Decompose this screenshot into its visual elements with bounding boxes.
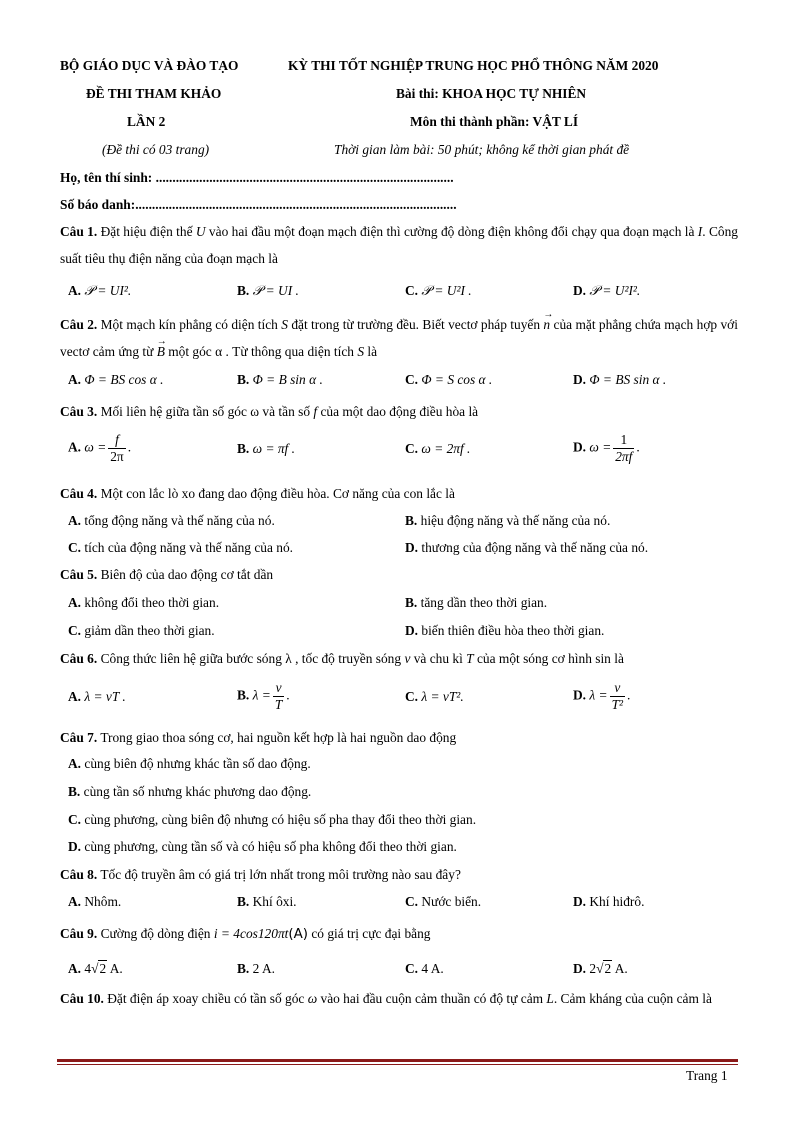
option-text: Φ = B sin α .: [252, 372, 323, 387]
page-number: Trang 1: [686, 1068, 728, 1083]
question-3: [60, 398, 738, 425]
normal-vector: → n: [543, 311, 550, 338]
option-d[interactable]: [405, 623, 604, 639]
option-text: 4 A.: [421, 961, 444, 976]
option-text: giảm dần theo thời gian.: [84, 623, 215, 638]
option-d[interactable]: [573, 680, 630, 713]
question-label: Câu 8.: [60, 867, 98, 882]
question-text: Tốc độ truyền âm có giá trị lớn nhất trong môi trường nào sau đây?: [97, 867, 461, 882]
option-text: Nước biển.: [421, 894, 482, 909]
math-var: S: [357, 344, 365, 359]
option-d[interactable]: [405, 540, 648, 556]
exam-title: KỲ THI TỐT NGHIỆP TRUNG HỌC PHỔ THÔNG NĂM 2020: [288, 58, 659, 73]
formula-lhs: ω =: [84, 439, 107, 455]
coefficient: 2: [589, 961, 597, 976]
option-text: biến thiên điều hòa theo thời gian.: [421, 623, 605, 638]
math-var: L: [546, 991, 554, 1006]
footer-rule: [57, 1059, 738, 1062]
option-label: B.: [237, 441, 250, 456]
sqrt-sign: √: [596, 961, 604, 976]
formula-lhs: ω =: [589, 439, 612, 455]
candidate-name-dots: .........................................................................................: [155, 170, 454, 185]
option-label: A.: [68, 961, 82, 976]
option-text: Khí hiđrô.: [589, 894, 645, 909]
option-a[interactable]: [68, 756, 311, 772]
option-b[interactable]: [237, 283, 299, 299]
denominator: 2π: [110, 449, 124, 464]
option-label: D.: [405, 623, 419, 638]
option-text: cùng phương, cùng biên độ nhưng có hiệu số pha thay đổi theo thời gian.: [84, 812, 477, 827]
option-text: λ = vT².: [421, 689, 464, 704]
fraction: [273, 680, 284, 713]
option-b[interactable]: [405, 513, 610, 529]
math-var: ω: [307, 991, 318, 1006]
question-6: [60, 645, 738, 672]
option-label: A.: [68, 439, 82, 455]
unit: A.: [612, 961, 628, 976]
option-text: Khí ôxi.: [252, 894, 297, 909]
option-label: C.: [405, 894, 419, 909]
option-d[interactable]: [573, 432, 640, 465]
option-text: 𝒫 = UI².: [84, 283, 132, 298]
option-c[interactable]: [405, 283, 472, 299]
option-c[interactable]: [68, 623, 215, 639]
candidate-id-label: Số báo danh:: [60, 197, 136, 212]
option-c[interactable]: [68, 812, 476, 828]
fraction: [610, 680, 625, 713]
option-label: A.: [68, 513, 82, 528]
numerator: 1: [613, 432, 634, 449]
question-label: Câu 3.: [60, 404, 98, 419]
question-text: và chu kì: [410, 651, 467, 666]
option-label: D.: [573, 687, 587, 703]
option-label: D.: [573, 372, 587, 387]
option-label: C.: [405, 283, 419, 298]
option-label: C.: [405, 441, 419, 456]
question-text: vào hai đầu cuộn cảm thuần có độ tự cảm: [317, 991, 547, 1006]
current-expression: i = 4cos120πt: [213, 926, 289, 941]
current-unit: (A): [288, 927, 308, 942]
coefficient: 4: [84, 961, 92, 976]
question-text: của một dao động điều hòa là: [317, 404, 479, 419]
question-label: Câu 5.: [60, 567, 98, 582]
option-label: A.: [68, 595, 82, 610]
option-text: ω = 2πf .: [421, 441, 471, 456]
option-text: tổng động năng và thế năng của nó.: [84, 513, 275, 528]
option-text: 2 A.: [252, 961, 275, 976]
question-text: Đặt hiệu điện thế: [97, 224, 196, 239]
option-text: ω = πf .: [252, 441, 295, 456]
pages-note: (Đề thi có 03 trang): [102, 142, 210, 157]
option-label: D.: [68, 839, 82, 854]
exam-round: LẦN 2: [127, 114, 166, 129]
candidate-name-label: Họ, tên thí sinh:: [60, 170, 156, 185]
question-text: có giá trị cực đại bằng: [307, 926, 431, 941]
candidate-name-field: [60, 170, 454, 186]
formula-lhs: λ =: [589, 687, 608, 703]
candidate-id-field: [60, 197, 457, 213]
question-text: Trong giao thoa sóng cơ, hai nguồn kết hợp là hai nguồn dao động: [97, 730, 457, 745]
option-a[interactable]: [68, 283, 131, 299]
question-label: Câu 1.: [60, 224, 98, 239]
option-a[interactable]: [68, 595, 219, 611]
question-text: là: [364, 344, 378, 359]
paper-type: ĐỀ THI THAM KHẢO: [86, 86, 222, 101]
option-text: cùng tần số nhưng khác phương dao động.: [83, 784, 312, 799]
option-label: D.: [573, 283, 587, 298]
math-var: S: [281, 317, 288, 332]
formula-lhs: λ =: [252, 687, 271, 703]
question-5: [60, 561, 738, 588]
question-text: Một mạch kín phẳng có diện tích: [97, 317, 282, 332]
question-7: [60, 724, 738, 751]
option-b[interactable]: [405, 595, 547, 611]
denominator: T: [274, 697, 283, 712]
radicand: 2: [604, 961, 612, 976]
option-label: A.: [68, 894, 82, 909]
option-label: C.: [68, 812, 82, 827]
question-text: Cường độ dòng điện: [97, 926, 214, 941]
time-note: Thời gian làm bài: 50 phút; không kể thời gian phát đề: [334, 142, 630, 157]
math-var: v: [404, 651, 411, 666]
option-text: cùng phương, cùng tần số và có hiệu số pha không đổi theo thời gian.: [84, 839, 457, 854]
option-c[interactable]: [405, 961, 444, 977]
option-text: 𝒫 = U²I .: [421, 283, 472, 298]
option-text: Φ = S cos α .: [421, 372, 493, 387]
option-text: tăng dần theo thời gian.: [420, 595, 548, 610]
radicand: 2: [99, 961, 107, 976]
option-text: Φ = BS sin α .: [589, 372, 667, 387]
option-text: 𝒫 = UI .: [252, 283, 299, 298]
option-c[interactable]: [405, 894, 481, 910]
option-text: không đổi theo thời gian.: [84, 595, 220, 610]
option-a[interactable]: [68, 432, 131, 465]
option-text: hiệu động năng và thế năng của nó.: [420, 513, 611, 528]
question-text: của mặt phẳng chứa mạch hợp với vectơ cảm ứng từ: [60, 317, 738, 359]
option-text: λ = vT .: [84, 689, 126, 704]
option-label: B.: [237, 961, 250, 976]
option-a[interactable]: [68, 372, 163, 388]
option-text: thương của động năng và thế năng của nó.: [421, 540, 649, 555]
question-text: . Công suất tiêu thụ điện năng của đoạn mạch là: [60, 224, 738, 266]
option-label: B.: [405, 595, 418, 610]
question-text: Công thức liên hệ giữa bước sóng λ , tốc độ truyền sóng: [97, 651, 405, 666]
option-c[interactable]: [405, 689, 464, 705]
option-text: cùng biên độ nhưng khác tần số dao động.: [84, 756, 311, 771]
question-label: Câu 6.: [60, 651, 98, 666]
option-b[interactable]: [237, 894, 297, 910]
option-label: C.: [405, 689, 419, 704]
option-text: 𝒫 = U²I².: [589, 283, 641, 298]
option-d[interactable]: [68, 839, 457, 855]
option-b[interactable]: [237, 441, 295, 457]
option-d[interactable]: [573, 372, 666, 388]
option-label: A.: [68, 756, 82, 771]
question-text: . Cảm kháng của cuộn cảm là: [553, 991, 712, 1006]
question-2: [60, 311, 738, 365]
question-text: đặt trong từ trường đều. Biết vectơ pháp tuyến: [287, 317, 544, 332]
option-label: B.: [68, 784, 81, 799]
option-a[interactable]: [68, 961, 123, 977]
question-text: của một sóng cơ hình sin là: [473, 651, 624, 666]
subject-name: Môn thi thành phần: VẬT LÍ: [410, 114, 579, 129]
option-c[interactable]: [68, 540, 293, 556]
option-c[interactable]: [405, 372, 492, 388]
denominator: 2πf: [615, 449, 633, 464]
question-label: Câu 10.: [60, 991, 104, 1006]
question-text: Một con lắc lò xo đang dao động điều hòa. Cơ năng của con lắc là: [97, 486, 455, 501]
math-var: I: [697, 224, 703, 239]
subject-group: Bài thi: KHOA HỌC TỰ NHIÊN: [396, 86, 587, 101]
numerator: v: [610, 680, 625, 697]
option-label: B.: [405, 513, 418, 528]
math-var: T: [466, 651, 474, 666]
option-label: C.: [405, 372, 419, 387]
question-4: [60, 480, 738, 507]
option-a[interactable]: [68, 513, 275, 529]
option-text: tích của động năng và thế năng của nó.: [84, 540, 293, 555]
option-label: C.: [68, 623, 82, 638]
option-label: B.: [237, 372, 250, 387]
option-label: A.: [68, 372, 82, 387]
question-9: [60, 920, 738, 948]
math-var: f: [313, 404, 318, 419]
period: .: [636, 439, 640, 455]
option-label: B.: [237, 283, 250, 298]
question-label: Câu 9.: [60, 926, 98, 941]
option-b[interactable]: [68, 784, 311, 800]
question-label: Câu 2.: [60, 317, 98, 332]
option-label: D.: [573, 961, 587, 976]
denominator: T²: [611, 697, 624, 712]
option-a[interactable]: [68, 894, 121, 910]
option-b[interactable]: [237, 680, 290, 713]
option-label: D.: [573, 894, 587, 909]
option-label: D.: [573, 439, 587, 455]
footer-rule-thin: [57, 1064, 738, 1065]
option-b[interactable]: [237, 372, 323, 388]
option-text: Φ = BS cos α .: [84, 372, 164, 387]
option-d[interactable]: [573, 283, 640, 299]
fraction: [613, 432, 634, 465]
option-d[interactable]: [573, 894, 644, 910]
numerator: v: [273, 680, 284, 697]
option-label: B.: [237, 894, 250, 909]
question-text: Mối liên hệ giữa tần số góc ω và tần số: [97, 404, 314, 419]
option-label: A.: [68, 689, 82, 704]
period: .: [286, 687, 290, 703]
option-a[interactable]: [68, 689, 126, 705]
option-label: C.: [405, 961, 419, 976]
question-8: [60, 861, 738, 888]
question-10: [60, 985, 738, 1012]
period: .: [127, 439, 132, 455]
option-b[interactable]: [237, 961, 275, 977]
question-label: Câu 4.: [60, 486, 98, 501]
option-label: B.: [237, 687, 250, 703]
field-vector: → B: [157, 338, 165, 365]
option-label: A.: [68, 283, 82, 298]
question-1: [60, 218, 738, 272]
period: .: [627, 687, 631, 703]
ministry-name: BỘ GIÁO DỤC VÀ ĐÀO TẠO: [60, 58, 239, 73]
option-label: D.: [405, 540, 419, 555]
sqrt-sign: √: [91, 961, 99, 976]
fraction: [108, 432, 125, 465]
option-c[interactable]: [405, 441, 470, 457]
option-d[interactable]: [573, 961, 628, 977]
question-text: Biên độ của dao động cơ tắt dần: [97, 567, 274, 582]
numerator: f: [108, 432, 125, 449]
option-text: Nhôm.: [84, 894, 122, 909]
math-var: U: [195, 224, 206, 239]
question-text: vào hai đầu một đoạn mạch điện thì cường độ dòng điện không đổi chạy qua đoạn mạch là: [205, 224, 698, 239]
unit: A.: [107, 961, 123, 976]
option-label: C.: [68, 540, 82, 555]
question-text: Đặt điện áp xoay chiều có tần số góc: [103, 991, 308, 1006]
question-text: một góc α . Từ thông qua diện tích: [164, 344, 358, 359]
question-label: Câu 7.: [60, 730, 98, 745]
candidate-id-dots: ................................................................................................: [135, 197, 457, 212]
